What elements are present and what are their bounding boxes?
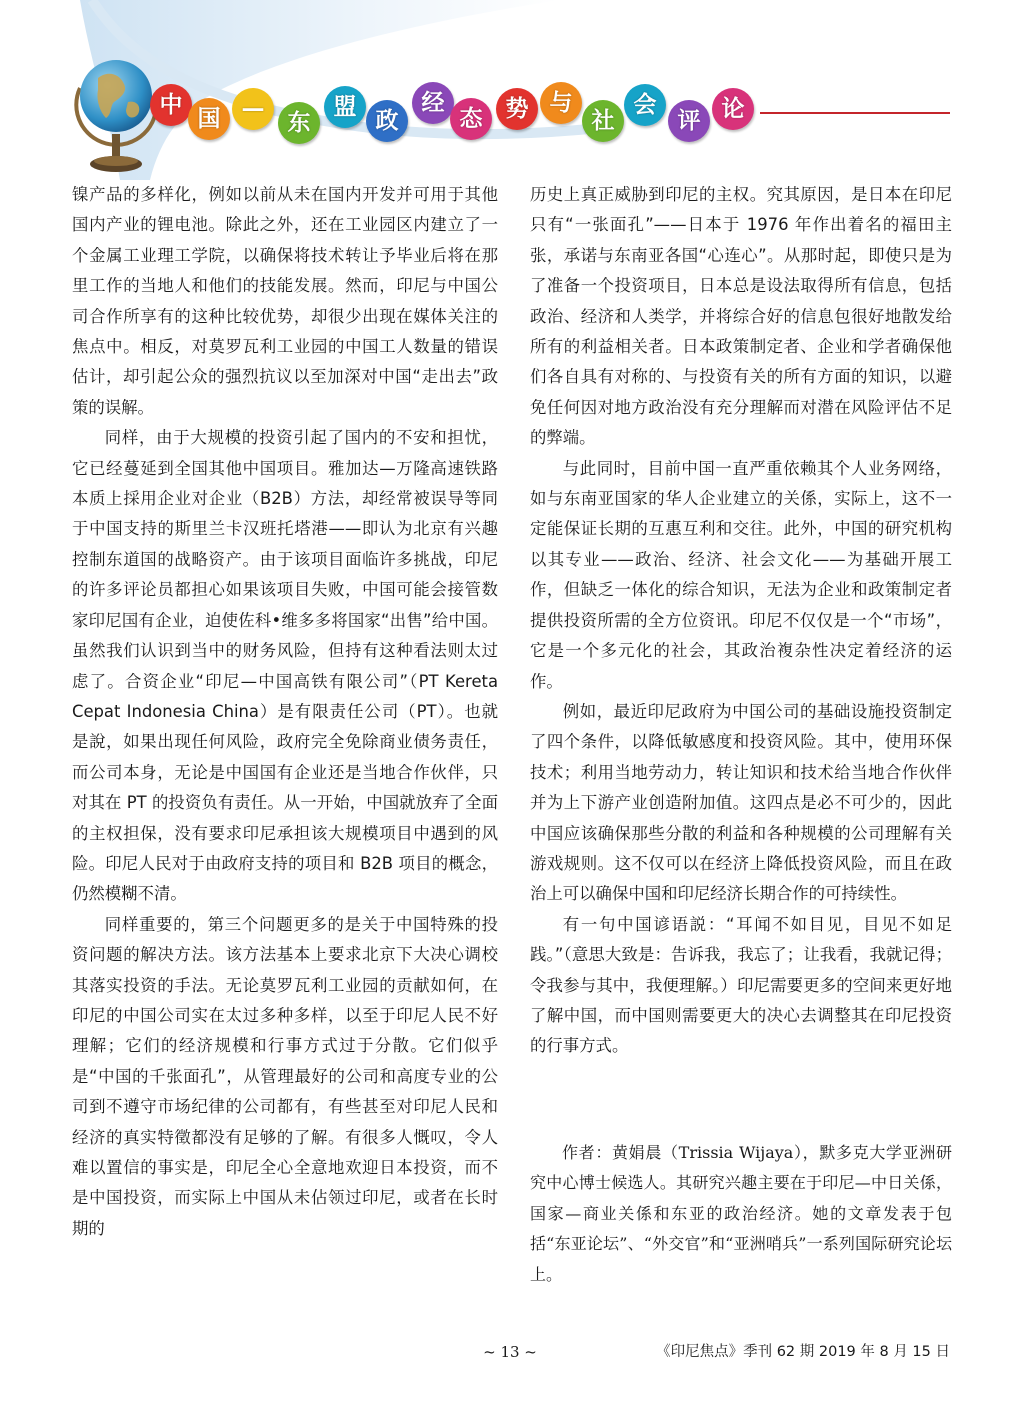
title-char: 会 bbox=[624, 84, 666, 126]
paragraph: 与此同时，目前中国一直严重依赖其个人业务网络，如与东南亚国家的华人企业建立的关係，实际上，这不一定能保证长期的互惠互利和交往。此外，中国的研究机构以其专业——政治、经济、社会文化——为基础开展工作，但缺乏一体化的综合知识，无法为企业和政策制定者提供投资所需的全方位资讯。印尼不仅仅是一个“市场”，它是一个多元化的社会，其政治複杂性决定着经济的运作。 bbox=[530, 458, 952, 691]
title-char: 经 bbox=[412, 82, 454, 124]
title-char: 评 bbox=[668, 100, 710, 142]
title-char: 中 bbox=[150, 84, 192, 126]
paragraph: 历史上真正威胁到印尼的主权。究其原因，是日本在印尼只有“一张面孔”——日本于 1976 年作出着名的福田主张，承诺与东南亚各国“心连心”。从那时起，即使只是为了准备一个投资项目，日本总是设法取得所有信息，包括政治、经济和人类学，并将综合好的信息包很好地散发给所有的利益相关者。日本政策制定者、企业和学者确保他们各自具有对称的、与投资有关的所有方面的知识，以避免任何因对地方政治没有充分理解而对潜在风险评估不足的弊端。 bbox=[530, 185, 952, 448]
header-rule bbox=[760, 112, 950, 114]
title-char: 态 bbox=[450, 98, 492, 140]
paragraph: 有一句中国谚语説：“耳闻不如目见，目见不如足践。”（意思大致是：告诉我，我忘了；让我看，我就记得；令我参与其中，我便理解。）印尼需要更多的空间来更好地了解中国，而中国则需要更大的决心去调整其在印尼投资的行事方式。 bbox=[530, 914, 952, 1056]
paragraph: 例如，最近印尼政府为中国公司的基础设施投资制定了四个条件，以降低敏感度和投资风险。其中，使用环保技术；利用当地劳动力，转让知识和技术给当地合作伙伴并为上下游产业创造附加值。这四点是必不可少的，因此中国应该确保那些分散的利益和各种规模的公司理解有关游戏规则。这不仅可以在经济上降低投资风险，而且在政治上可以确保中国和印尼经济长期合作的可持续性。 bbox=[530, 701, 952, 904]
page-number: ~ 13 ~ bbox=[483, 1343, 537, 1361]
journal-info: 《印尼焦点》季刊 62 期 2019 年 8 月 15 日 bbox=[656, 1344, 950, 1360]
author-note: 作者：黄娟晨（Trissia Wijaya），默多克大学亚洲研究中心博士候选人。其研究兴趣主要在于印尼—中日关係，国家—商业关係和东亚的政治经济。她的文章发表于包括“东亚论坛”、“外交官”和“亚洲哨兵”一系列国际研究论坛上。 bbox=[530, 1143, 952, 1284]
title-char: 论 bbox=[712, 88, 754, 130]
title-char: — bbox=[232, 88, 274, 130]
title-char: 东 bbox=[278, 102, 320, 144]
paragraph: 同样，由于大规模的投资引起了国内的不安和担忧，它已经蔓延到全国其他中国项目。雅加达—万隆高速铁路本质上採用企业对企业（B2B）方法，却经常被误导等同于中国支持的斯里兰卡汉班托塔港——即认为北京有兴趣控制东道国的战略资产。由于该项目面临许多挑战，印尼的许多评论员都担心如果该项目失败，中国可能会接管数家印尼国有企业，迫使佐科•维多多将国家“出售”给中国。虽然我们认识到当中的财务风险，但持有这种看法则太过虑了。合资企业“印尼—中国高铁有限公司”（PT Kereta Cepat Indonesia China）是有限责任公司（PT）。也就是說，如果出现任何风险，政府完全免除商业债务责任，而公司本身，无论是中国国有企业还是当地合作伙伴，只对其在 PT 的投资负有责任。从一开始，中国就放弃了全面的主权担保，没有要求印尼承担该大规模项目中遇到的风险。印尼人民对于由政府支持的项目和 B2B 项目的概念，仍然模糊不清。 bbox=[72, 428, 498, 904]
header-title bbox=[150, 80, 770, 150]
title-char: 势 bbox=[496, 88, 538, 130]
left-column bbox=[72, 180, 498, 1244]
title-char: 社 bbox=[582, 100, 624, 142]
title-char: 与 bbox=[540, 82, 582, 124]
title-char: 政 bbox=[366, 100, 408, 142]
paragraph: 镍产品的多样化，例如以前从未在国内开发并可用于其他国内产业的锂电池。除此之外，还在工业园区内建立了一个金属工业理工学院，以确保将技术转让予毕业后将在那里工作的当地人和他们的技能发展。然而，印尼与中国公司合作所享有的这种比较优势，却很少出现在媒体关注的焦点中。相反，对莫罗瓦利工业园的中国工人数量的错误估计，却引起公众的强烈抗议以至加深对中国“走出去”政策的误解。 bbox=[72, 185, 498, 417]
title-char: 国 bbox=[188, 98, 230, 140]
title-char: 盟 bbox=[324, 86, 366, 128]
right-column bbox=[530, 180, 952, 1062]
paragraph: 同样重要的，第三个问题更多的是关于中国特殊的投资问题的解决方法。该方法基本上要求北京下大决心调校其落实投资的手法。无论莫罗瓦利工业园的贡献如何，在印尼的中国公司实在太过多种多样，以至于印尼人民不好理解；它们的经济规模和行事方式过于分散。它们似乎是“中国的千张面孔”，从管理最好的公司和高度专业的公司到不遵守市场纪律的公司都有，有些甚至对印尼人民和经济的真实特徵都没有足够的了解。有很多人慨叹，令人难以置信的事实是，印尼全心全意地欢迎日本投资，而不是中国投资，而实际上中国从未佔领过印尼，或者在长时期的 bbox=[72, 914, 498, 1238]
page-header bbox=[0, 0, 1024, 180]
